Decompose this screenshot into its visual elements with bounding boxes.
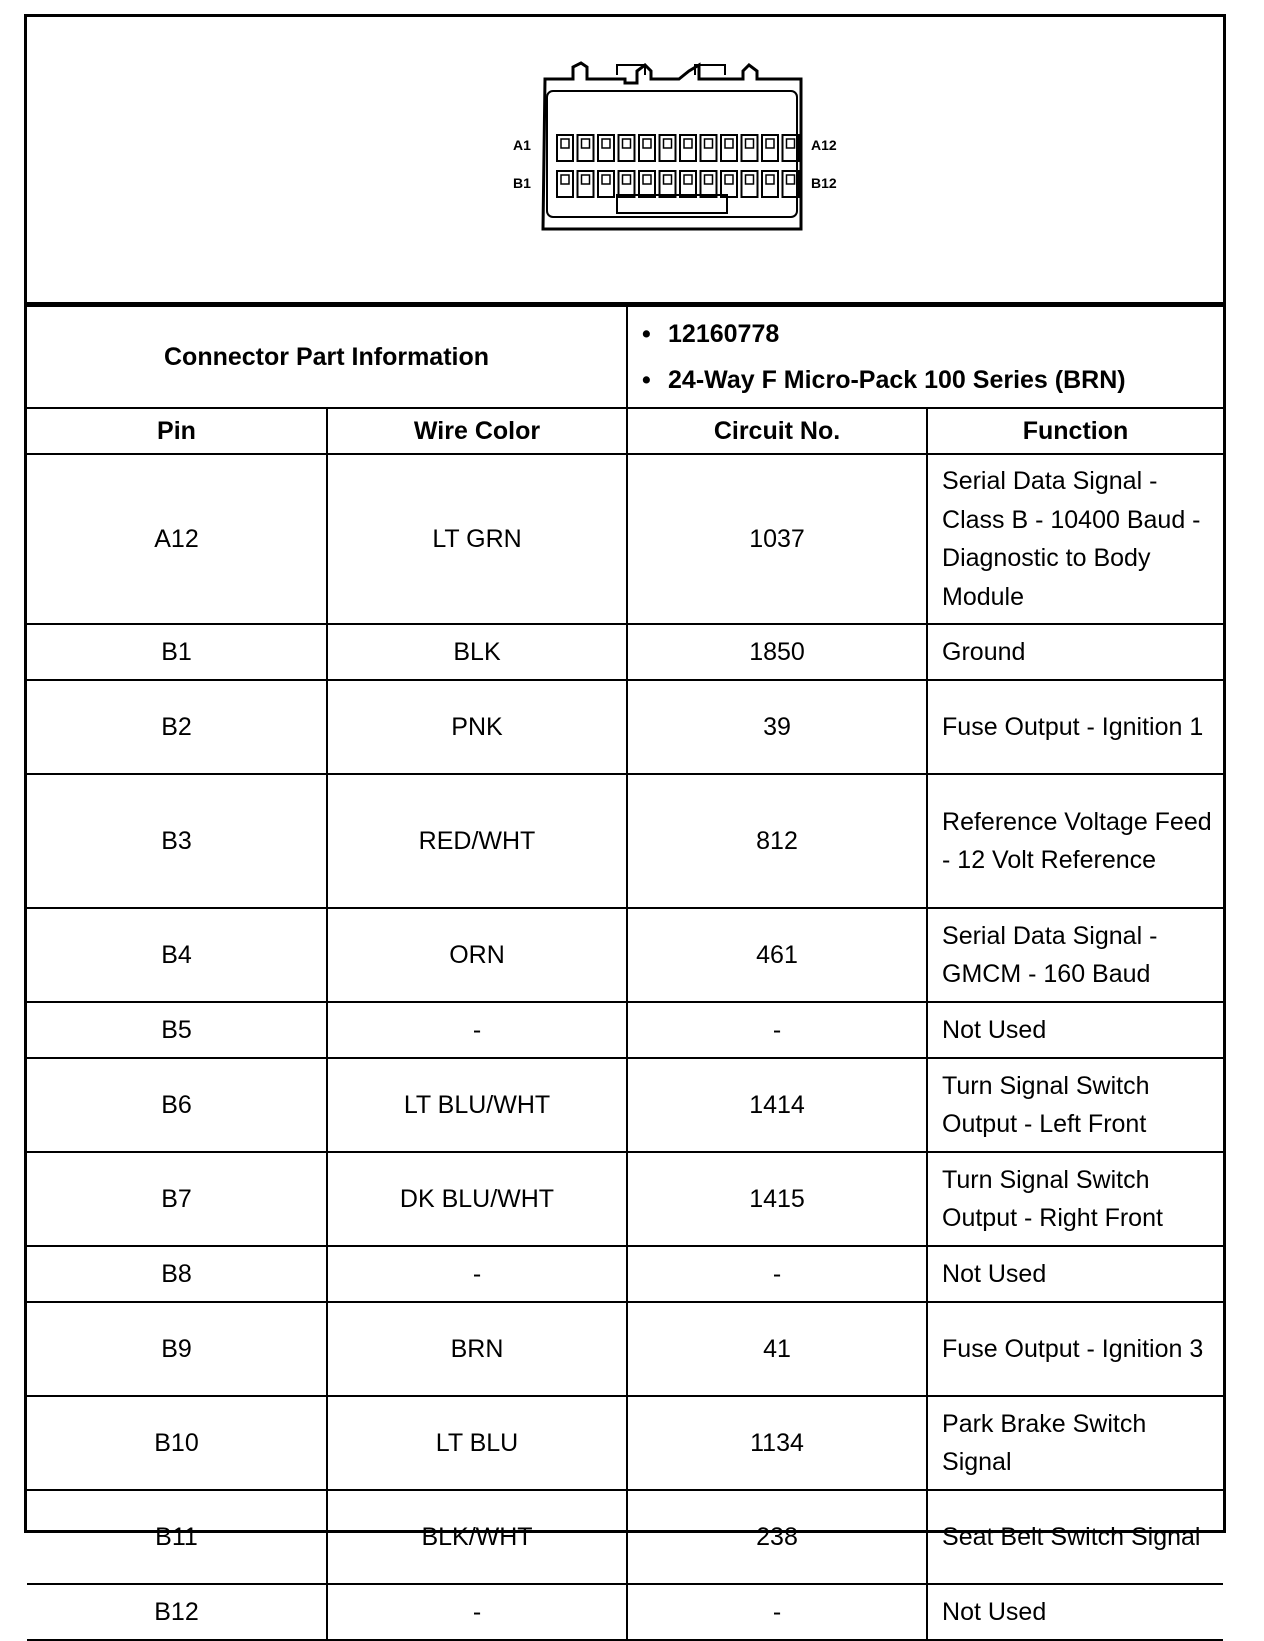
circuit-no-cell: 1415 [627,1152,927,1246]
circuit-no-cell: 41 [627,1302,927,1396]
cavity-terminal [787,175,795,184]
header-pin: Pin [27,408,327,454]
cavity-terminal [787,139,795,148]
function-cell: Fuse Output - Ignition 1 [927,680,1223,774]
cavity-terminal [623,175,631,184]
pin-cell: B6 [27,1058,327,1152]
table-row [27,624,1223,680]
cavity-terminal [582,139,590,148]
connector-description: • 24-Way F Micro-Pack 100 Series (BRN) [642,357,1223,403]
wire-color-cell: ORN [327,908,627,1002]
connector-info-values [627,306,1223,408]
function-cell: Serial Data Signal - GMCM - 160 Baud [927,908,1223,1002]
pin-cell: B2 [27,680,327,774]
table-row [27,1152,1223,1246]
wire-color-cell: - [327,1584,627,1640]
pin-cell: B11 [27,1490,327,1584]
table-header-row [27,408,1223,454]
cavity-terminal [746,175,754,184]
cavity-terminal [766,175,774,184]
cavity-terminal [725,175,733,184]
cavity-row-a [557,135,799,161]
pin-cell: B5 [27,1002,327,1058]
function-cell: Park Brake Switch Signal [927,1396,1223,1490]
connector-part-number: • 12160778 [642,311,1223,357]
pin-label-a1: A1 [513,137,531,153]
wire-color-cell: PNK [327,680,627,774]
cavity-terminal [746,139,754,148]
circuit-no-cell: 812 [627,774,927,908]
cavity-terminal [561,175,569,184]
pin-cell: B4 [27,908,327,1002]
housing-inner-outline [547,91,797,217]
circuit-no-cell: 1134 [627,1396,927,1490]
function-cell: Turn Signal Switch Output - Right Front [927,1152,1223,1246]
connector-info-row [27,306,1223,408]
circuit-no-cell: 1037 [627,454,927,624]
table-row [27,1302,1223,1396]
table-row [27,908,1223,1002]
wire-color-cell: LT GRN [327,454,627,624]
cavity-row-b [557,171,799,197]
cavity-terminal [766,139,774,148]
cavity-terminal [643,139,651,148]
cavity-terminal [684,139,692,148]
wire-color-cell: LT BLU/WHT [327,1058,627,1152]
pin-cell: B3 [27,774,327,908]
header-wire-color: Wire Color [327,408,627,454]
cavity-terminal [623,139,631,148]
cavity-terminal [582,175,590,184]
pin-cell: A12 [27,454,327,624]
wire-color-cell: RED/WHT [327,774,627,908]
pin-label-a12: A12 [811,137,837,153]
circuit-no-cell: 461 [627,908,927,1002]
circuit-no-cell: 1850 [627,624,927,680]
circuit-no-cell: 238 [627,1490,927,1584]
table-row [27,1584,1223,1640]
function-cell: Seat Belt Switch Signal [927,1490,1223,1584]
connector-diagram [27,17,1223,305]
cavity-terminal [664,175,672,184]
function-cell: Not Used [927,1246,1223,1302]
pin-cell: B1 [27,624,327,680]
connector-info-label: Connector Part Information [27,306,627,408]
table-row [27,1058,1223,1152]
table-row [27,1396,1223,1490]
function-cell: Not Used [927,1584,1223,1640]
function-cell: Fuse Output - Ignition 3 [927,1302,1223,1396]
wire-color-cell: BLK/WHT [327,1490,627,1584]
cavity-terminal [705,175,713,184]
wire-color-cell: LT BLU [327,1396,627,1490]
function-cell: Turn Signal Switch Output - Left Front [927,1058,1223,1152]
cavity-terminal [725,139,733,148]
table-row [27,1490,1223,1584]
pin-label-b1: B1 [513,175,531,191]
pin-cell: B12 [27,1584,327,1640]
table-row [27,680,1223,774]
pin-cell: B8 [27,1246,327,1302]
wire-color-cell: BRN [327,1302,627,1396]
circuit-no-cell: - [627,1002,927,1058]
table-row [27,1002,1223,1058]
wire-color-cell: DK BLU/WHT [327,1152,627,1246]
circuit-no-cell: - [627,1246,927,1302]
cavity-terminal [664,139,672,148]
pin-cell: B7 [27,1152,327,1246]
function-cell: Reference Voltage Feed - 12 Volt Reference [927,774,1223,908]
function-cell: Ground [927,624,1223,680]
cavity-terminal [684,175,692,184]
pin-label-b12: B12 [811,175,837,191]
cavity-terminal [561,139,569,148]
header-circuit-no: Circuit No. [627,408,927,454]
table-row [27,1246,1223,1302]
circuit-no-cell: - [627,1584,927,1640]
table-row [27,454,1223,624]
cavity-terminal [705,139,713,148]
cavity-terminal [602,175,610,184]
pin-cell: B10 [27,1396,327,1490]
table-row [27,774,1223,908]
function-cell: Not Used [927,1002,1223,1058]
circuit-no-cell: 39 [627,680,927,774]
function-cell: Serial Data Signal - Class B - 10400 Baud - Diagnostic to Body Module [927,454,1223,624]
document-frame [24,14,1226,1626]
wire-color-cell: - [327,1002,627,1058]
circuit-no-cell: 1414 [627,1058,927,1152]
wire-color-cell: BLK [327,624,627,680]
pinout-table [27,305,1223,1641]
wire-color-cell: - [327,1246,627,1302]
cavity-terminal [643,175,651,184]
header-function: Function [927,408,1223,454]
cavity-terminal [602,139,610,148]
pin-cell: B9 [27,1302,327,1396]
connector-face-drawing [485,61,845,251]
